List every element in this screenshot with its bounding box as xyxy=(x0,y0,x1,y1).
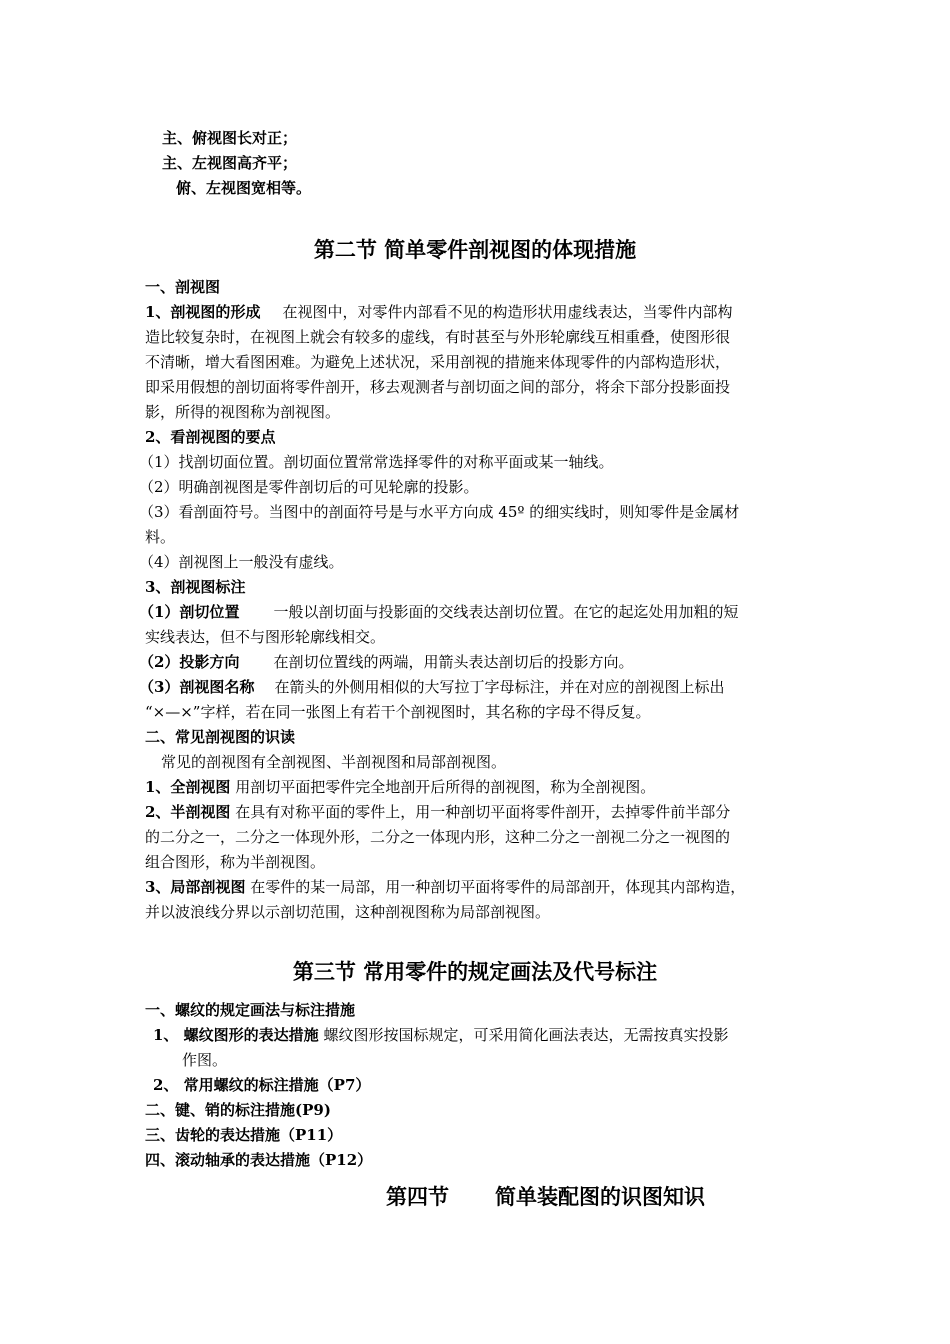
section-3-title: 第三节 常用零件的规定画法及代号标注 xyxy=(292,959,658,984)
intro-line-3: 俯、左视图宽相等。 xyxy=(176,179,312,197)
section-2-title: 第二节 简单零件剖视图的体现措施 xyxy=(313,237,637,262)
sec2-item-local-text: 在零件的某一局部，用一种剖切平面将零件的局部剖开，体现其内部构造， xyxy=(250,878,746,896)
sec2-item-full xyxy=(145,775,655,799)
sec3-item-1-cont: 作图。 xyxy=(182,1051,228,1069)
section-4-title-number: 第四节 xyxy=(386,1184,449,1209)
sec2-para-3c-label: （3）剖视图名称 xyxy=(139,678,255,696)
sec2-para-2-item-2: （2）明确剖视图是零件剖切后的可见轮廓的投影。 xyxy=(139,478,479,496)
sec2-item-local xyxy=(145,875,745,899)
sec2-item-local-cont: 并以波浪线分界以示剖切范围，这种剖视图称为局部剖视图。 xyxy=(145,903,551,921)
sec2-para-1-line-5: 影，所得的视图称为剖视图。 xyxy=(145,403,341,421)
sec2-item-local-label: 3、局部剖视图 xyxy=(145,878,246,896)
sec2-item-half-cont-2: 组合图形，称为半剖视图。 xyxy=(145,853,326,871)
sec2-para-2-label: 2、看剖视图的要点 xyxy=(145,428,276,446)
intro-line-1: 主、俯视图长对正； xyxy=(162,129,298,147)
sec2-para-3c xyxy=(139,675,724,699)
sec2-para-3a-text: 一般以剖切面与投影面的交线表达剖切位置。在它的起迄处用加粗的短 xyxy=(273,603,739,621)
sec2-para-1-text: 在视图中，对零件内部看不见的构造形状用虚线表达，当零件内部构 xyxy=(282,303,733,321)
sec3-item-1-label: 1、 螺纹图形的表达措施 xyxy=(153,1026,319,1044)
sec2-para-3a-cont: 实线表达，但不与图形轮廓线相交。 xyxy=(145,628,386,646)
sec2-para-2-item-3-cont: 料。 xyxy=(145,528,176,546)
sec3-heading-3: 三、齿轮的表达措施（P11） xyxy=(145,1126,343,1144)
sec2-para-3b xyxy=(139,650,633,674)
sec3-heading-1: 一、螺纹的规定画法与标注措施 xyxy=(145,1001,356,1019)
sec2-para-1-line-2: 造比较复杂时，在视图上就会有较多的虚线，有时甚至与外形轮廓线互相重叠，使图形很 xyxy=(145,328,731,346)
sec2-para-3a xyxy=(139,600,738,624)
sec3-heading-4: 四、滚动轴承的表达措施（P12） xyxy=(145,1151,373,1169)
sec2-para-3-label: 3、剖视图标注 xyxy=(145,578,246,596)
sec2-para-2-item-3: （3）看剖面符号。当图中的剖面符号是与水平方向成 45º 的细实线时，则知零件是金属材 xyxy=(139,503,740,521)
sec2-para-1-line-3: 不清晰，增大看图困难。为避免上述状况，采用剖视的措施来体现零件的内部构造形状， xyxy=(145,353,731,371)
sec2-item-half-label: 2、半剖视图 xyxy=(145,803,231,821)
sec2-para-3b-text: 在剖切位置线的两端，用箭头表达剖切后的投影方向。 xyxy=(273,653,634,671)
sec2-item-full-label: 1、全剖视图 xyxy=(145,778,231,796)
sec2-para-3a-label: （1）剖切位置 xyxy=(139,603,240,621)
sec2-para-2-item-4: （4）剖视图上一般没有虚线。 xyxy=(139,553,344,571)
sec2-item-half-text: 在具有对称平面的零件上，用一种剖切平面将零件剖开，去掉零件前半部分 xyxy=(235,803,731,821)
sec3-item-2: 2、 常用螺纹的标注措施（P7） xyxy=(153,1076,371,1094)
sec3-heading-2: 二、键、销的标注措施(P9) xyxy=(145,1101,331,1119)
intro-line-2: 主、左视图高齐平； xyxy=(162,154,298,172)
sec2-para-3c-text: 在箭头的外侧用相似的大写拉丁字母标注，并在对应的剖视图上标出 xyxy=(274,678,725,696)
sec2-heading-2-text: 常见的剖视图有全剖视图、半剖视图和局部剖视图。 xyxy=(161,753,507,771)
sec2-para-1-line-4: 即采用假想的剖切面将零件剖开，移去观测者与剖切面之间的部分，将余下部分投影面投 xyxy=(145,378,731,396)
sec2-para-3b-label: （2）投影方向 xyxy=(139,653,240,671)
section-4-title xyxy=(386,1182,705,1212)
sec2-item-half xyxy=(145,800,730,824)
sec2-item-half-cont-1: 的二分之一，二分之一体现外形，二分之一体现内形，这种二分之一剖视二分之一视图的 xyxy=(145,828,731,846)
sec2-para-3c-cont: “×—×”字样，若在同一张图上有若干个剖视图时，其名称的字母不得反复。 xyxy=(145,703,651,721)
sec2-heading-1: 一、剖视图 xyxy=(145,278,221,296)
section-4-title-text: 简单装配图的识图知识 xyxy=(495,1184,705,1209)
sec3-item-1-text: 螺纹图形按国标规定，可采用简化画法表达，无需按真实投影 xyxy=(323,1026,729,1044)
sec2-para-1-label: 1、剖视图的形成 xyxy=(145,303,261,321)
sec3-item-1 xyxy=(153,1023,728,1047)
sec2-para-2-item-1: （1）找剖切面位置。剖切面位置常常选择零件的对称平面或某一轴线。 xyxy=(139,453,614,471)
sec2-heading-2: 二、常见剖视图的识读 xyxy=(145,728,296,746)
sec2-para-1-line-1 xyxy=(145,300,732,324)
sec2-item-full-text: 用剖切平面把零件完全地剖开后所得的剖视图，称为全剖视图。 xyxy=(235,778,656,796)
